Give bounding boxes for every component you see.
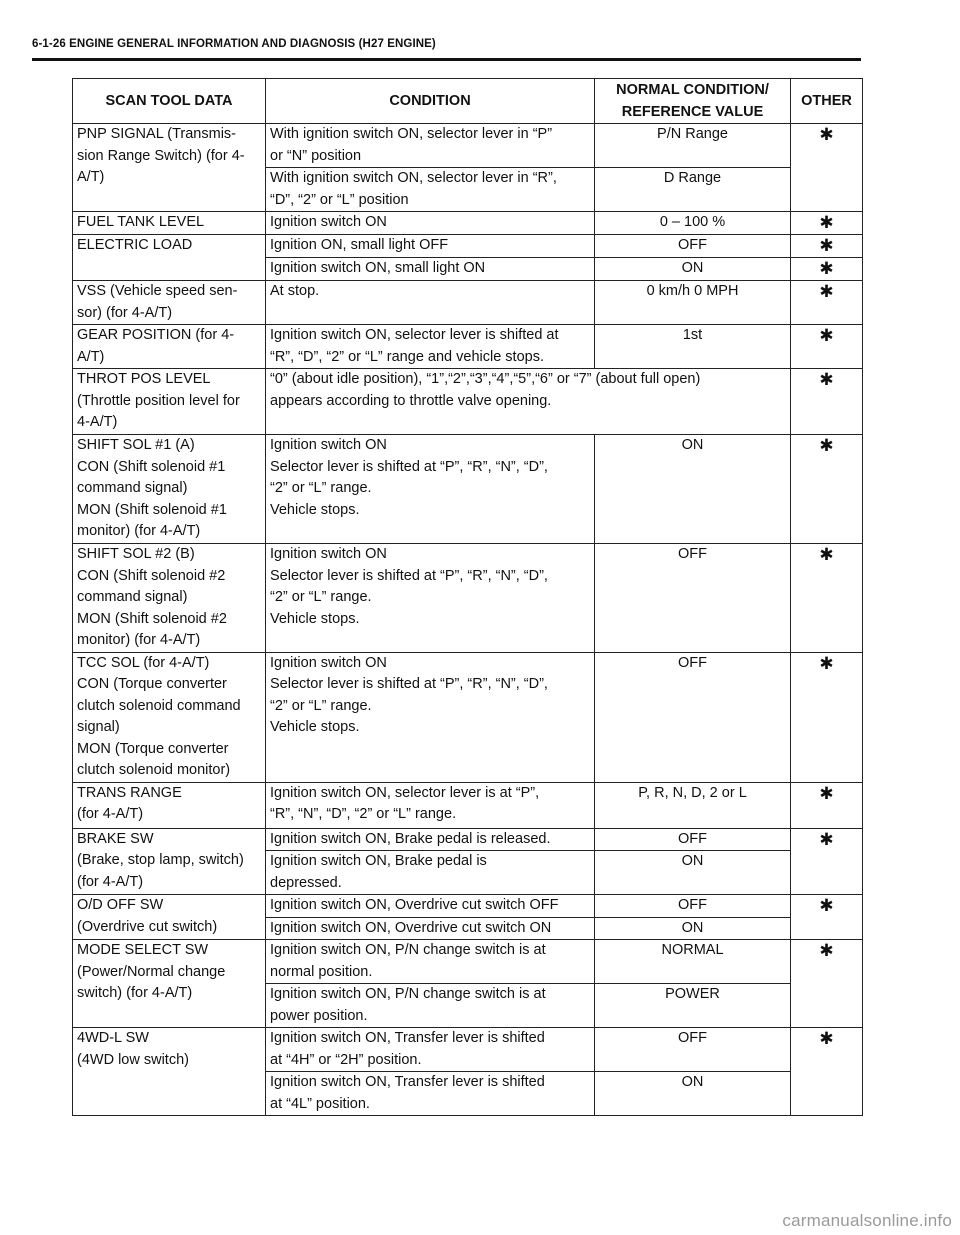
row-name-electric-load: ELECTRIC LOAD [73,235,266,281]
row-value: OFF [595,1028,791,1072]
asterisk-mark: ✱ [791,258,863,281]
table-row [73,124,863,168]
row-condition: Ignition switch ON, Transfer lever is shifted at “4L” position. [266,1072,595,1116]
row-condition: Ignition switch ON [266,212,595,235]
row-value: OFF [595,828,791,851]
row-name-gear-position: GEAR POSITION (for 4- A/T) [73,325,266,369]
row-name-brake-sw: BRAKE SW (Brake, stop lamp, switch) (for 4-A/T) [73,828,266,895]
table-row [73,212,863,235]
row-value: NORMAL [595,940,791,984]
table-header-row [73,79,863,124]
table-row [73,435,863,544]
table-row [73,782,863,828]
asterisk-mark: ✱ [791,1028,863,1116]
row-condition: With ignition switch ON, selector lever in “P” or “N” position [266,124,595,168]
row-name-vss: VSS (Vehicle speed sen- sor) (for 4-A/T) [73,281,266,325]
asterisk-mark: ✱ [791,544,863,653]
asterisk-mark: ✱ [791,325,863,369]
header-other: OTHER [791,79,863,124]
table-row [73,1028,863,1072]
asterisk-mark: ✱ [791,369,863,435]
asterisk-mark: ✱ [791,652,863,782]
table-row [73,895,863,918]
row-name-4wd-l-sw: 4WD-L SW (4WD low switch) [73,1028,266,1116]
row-name-pnp-signal: PNP SIGNAL (Transmis- sion Range Switch) (for 4- A/T) [73,124,266,212]
row-condition: Ignition switch ON, Transfer lever is shifted at “4H” or “2H” position. [266,1028,595,1072]
table-row [73,544,863,653]
row-condition: Ignition switch ON, Overdrive cut switch ON [266,917,595,940]
row-condition: Ignition switch ON Selector lever is shifted at “P”, “R”, “N”, “D”, “2” or “L” range. Vehicle stops. [266,652,595,782]
row-name-shift-sol-1: SHIFT SOL #1 (A) CON (Shift solenoid #1 command signal) MON (Shift solenoid #1 monitor) (for 4-A/T) [73,435,266,544]
row-condition: Ignition switch ON Selector lever is shifted at “P”, “R”, “N”, “D”, “2” or “L” range. Vehicle stops. [266,435,595,544]
row-value: 1st [595,325,791,369]
row-condition: At stop. [266,281,595,325]
row-value: P/N Range [595,124,791,168]
row-name-trans-range: TRANS RANGE (for 4-A/T) [73,782,266,828]
row-condition: Ignition switch ON, selector lever is shifted at “R”, “D”, “2” or “L” range and vehicle stops. [266,325,595,369]
table-row [73,828,863,851]
row-value: OFF [595,652,791,782]
row-value: POWER [595,984,791,1028]
row-condition: Ignition switch ON, small light ON [266,258,595,281]
row-value: P, R, N, D, 2 or L [595,782,791,828]
row-condition: Ignition switch ON, P/N change switch is at power position. [266,984,595,1028]
row-value: ON [595,851,791,895]
asterisk-mark: ✱ [791,895,863,940]
row-value: 0 km/h 0 MPH [595,281,791,325]
row-value: OFF [595,544,791,653]
row-condition: Ignition switch ON Selector lever is shifted at “P”, “R”, “N”, “D”, “2” or “L” range. Vehicle stops. [266,544,595,653]
scan-tool-data-table [72,78,863,1116]
row-condition: Ignition switch ON, Brake pedal is depressed. [266,851,595,895]
header-normal-condition: NORMAL CONDITION/ REFERENCE VALUE [595,79,791,124]
asterisk-mark: ✱ [791,435,863,544]
row-condition: Ignition switch ON, P/N change switch is at normal position. [266,940,595,984]
asterisk-mark: ✱ [791,828,863,895]
row-condition: Ignition switch ON, Overdrive cut switch OFF [266,895,595,918]
row-condition: Ignition switch ON, selector lever is at “P”, “R”, “N”, “D”, “2” or “L” range. [266,782,595,828]
asterisk-mark: ✱ [791,281,863,325]
table-row [73,369,863,435]
table-row [73,325,863,369]
watermark: carmanualsonline.info [782,1211,952,1230]
row-name-tcc-sol: TCC SOL (for 4-A/T) CON (Torque converter clutch solenoid command signal) MON (Torque converter clutch solenoid monitor) [73,652,266,782]
table-row [73,652,863,782]
asterisk-mark: ✱ [791,782,863,828]
row-value: ON [595,1072,791,1116]
row-name-od-off-sw: O/D OFF SW (Overdrive cut switch) [73,895,266,940]
table-row [73,281,863,325]
header-rule [32,58,861,61]
row-value: OFF [595,235,791,258]
row-condition: With ignition switch ON, selector lever in “R”, “D”, “2” or “L” position [266,168,595,212]
row-value: D Range [595,168,791,212]
row-name-fuel-tank-level: FUEL TANK LEVEL [73,212,266,235]
row-value: ON [595,917,791,940]
row-condition: Ignition ON, small light OFF [266,235,595,258]
page-header: 6-1-26 ENGINE GENERAL INFORMATION AND DIAGNOSIS (H27 ENGINE) [32,38,436,50]
asterisk-mark: ✱ [791,212,863,235]
row-condition: “0” (about idle position), “1”,“2”,“3”,“4”,“5”,“6” or “7” (about full open) appears according to throttle valve opening. [266,369,791,435]
header-condition: CONDITION [266,79,595,124]
row-condition: Ignition switch ON, Brake pedal is released. [266,828,595,851]
row-name-mode-select-sw: MODE SELECT SW (Power/Normal change switch) (for 4-A/T) [73,940,266,1028]
asterisk-mark: ✱ [791,940,863,1028]
table-row [73,940,863,984]
table-row [73,235,863,258]
asterisk-mark: ✱ [791,235,863,258]
row-value: ON [595,258,791,281]
row-name-throt-pos-level: THROT POS LEVEL (Throttle position level for 4-A/T) [73,369,266,435]
row-name-shift-sol-2: SHIFT SOL #2 (B) CON (Shift solenoid #2 command signal) MON (Shift solenoid #2 monitor) (for 4-A/T) [73,544,266,653]
row-value: OFF [595,895,791,918]
row-value: ON [595,435,791,544]
header-scan-tool-data: SCAN TOOL DATA [73,79,266,124]
asterisk-mark: ✱ [791,124,863,212]
row-value: 0 – 100 % [595,212,791,235]
